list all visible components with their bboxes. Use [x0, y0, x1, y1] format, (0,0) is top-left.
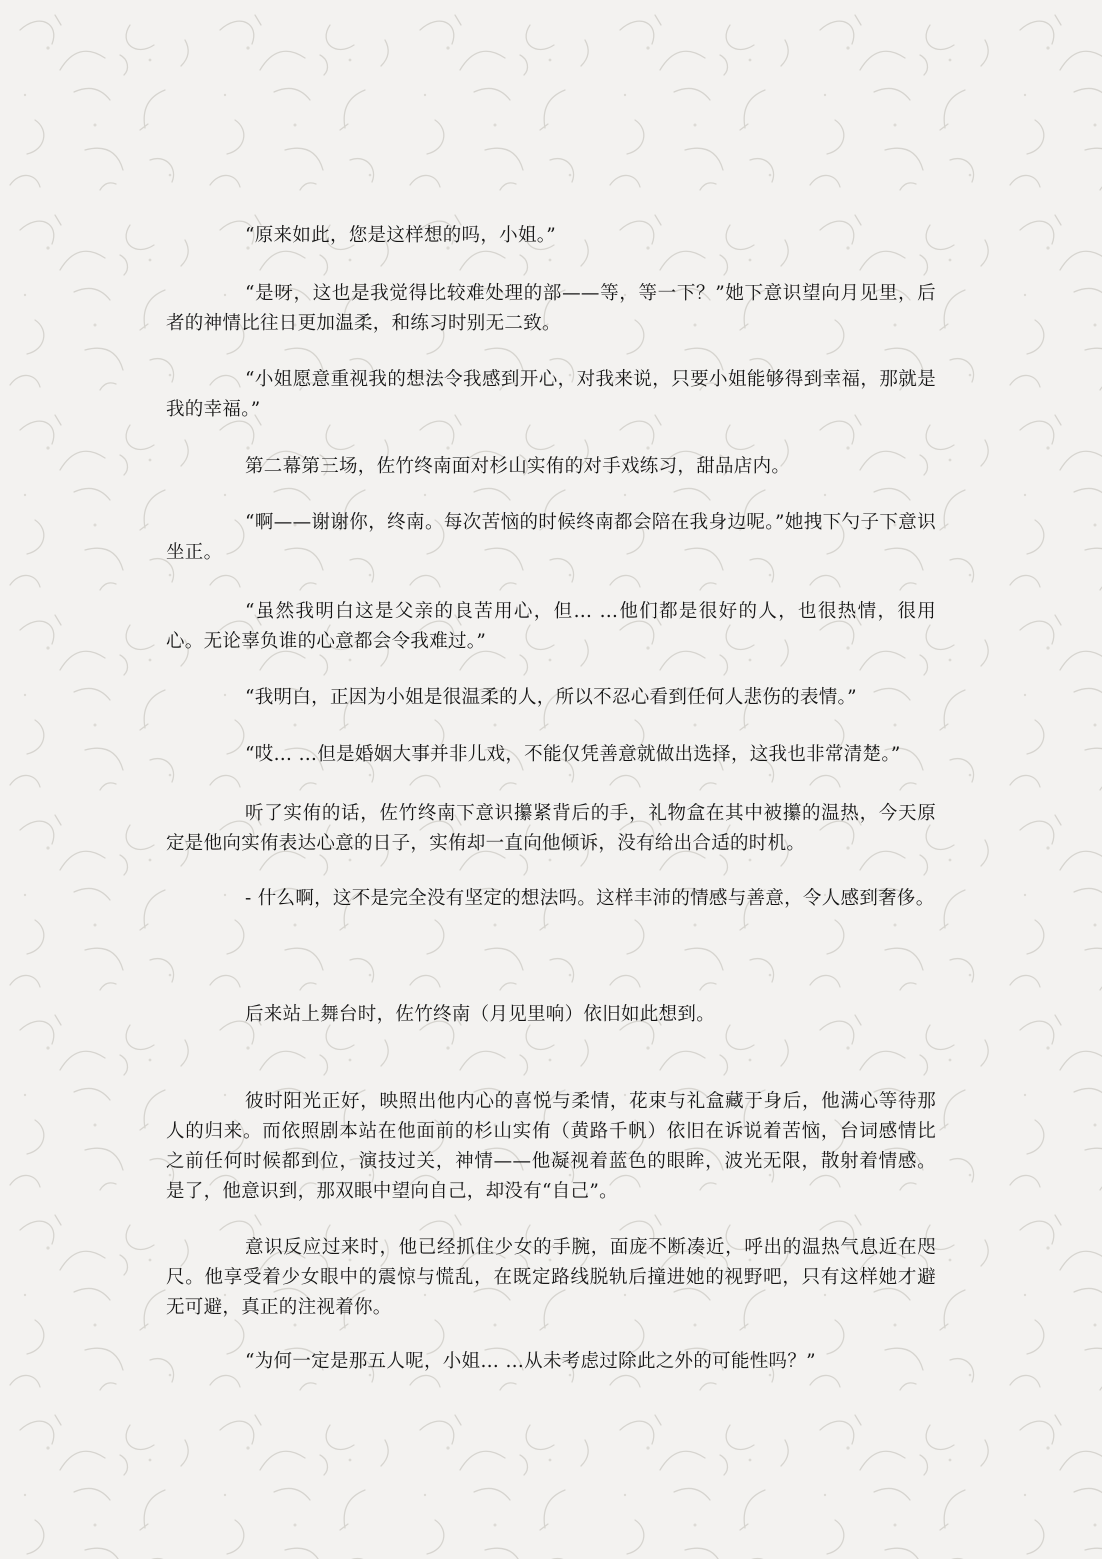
paragraph-8: “哎… …但是婚姻大事并非儿戏，不能仅凭善意就做出选择，这我也非常清楚。”	[245, 744, 901, 765]
paragraph-10: - 什么啊，这不是完全没有坚定的想法吗。这样丰沛的情感与善意，令人感到奢侈。	[245, 888, 935, 909]
paragraph-13: 意识反应过来时，他已经抓住少女的手腕，面庞不断凑近，呼出的温热气息近在咫尺。他享受着少女眼中的震惊与慌乱，在既定路线脱轨后撞进她的视野吧，只有这样她才避无可避，真正的注视着你。	[166, 1237, 936, 1318]
paragraph-9: 听了实侑的话，佐竹终南下意识攥紧背后的手，礼物盒在其中被攥的温热，今天原定是他向实侑表达心意的日子，实侑却一直向他倾诉，没有给出合适的时机。	[166, 803, 936, 854]
paragraph-6: “虽然我明白这是父亲的良苦用心，但… …他们都是很好的人，也很热情，很用心。无论辜负谁的心意都会令我难过。”	[166, 601, 936, 652]
paragraph-14: “为何一定是那五人呢，小姐… …从未考虑过除此之外的可能性吗？”	[245, 1351, 816, 1372]
paragraph-12: 彼时阳光正好，映照出他内心的喜悦与柔情，花束与礼盒藏于身后，他满心等待那人的归来。而依照剧本站在他面前的杉山实侑（黄路千帆）依旧在诉说着苦恼，台词感情比之前任何时候都到位，演技过关，神情——他凝视着蓝色的眼眸，波光无限，散射着情感。是了，他意识到，那双眼中望向自己，却没有“自己”。	[166, 1091, 936, 1202]
paragraph-3: “小姐愿意重视我的想法令我感到开心，对我来说，只要小姐能够得到幸福，那就是我的幸福。”	[166, 369, 936, 420]
paragraph-1: “原来如此，您是这样想的吗，小姐。”	[245, 225, 557, 246]
paragraph-4: 第二幕第三场，佐竹终南面对杉山实侑的对手戏练习，甜品店内。	[245, 456, 791, 477]
paragraph-2: “是呀，这也是我觉得比较难处理的部——等，等一下？”她下意识望向月见里，后者的神情比往日更加温柔，和练习时别无二致。	[166, 283, 936, 334]
paragraph-7: “我明白，正因为小姐是很温柔的人，所以不忍心看到任何人悲伤的表情。”	[245, 687, 857, 708]
paragraph-11: 后来站上舞台时，佐竹终南（月见里响）依旧如此想到。	[245, 1004, 716, 1025]
paragraph-5: “啊——谢谢你，终南。每次苦恼的时候终南都会陪在我身边呢。”她拽下勺子下意识坐正。	[166, 512, 936, 563]
